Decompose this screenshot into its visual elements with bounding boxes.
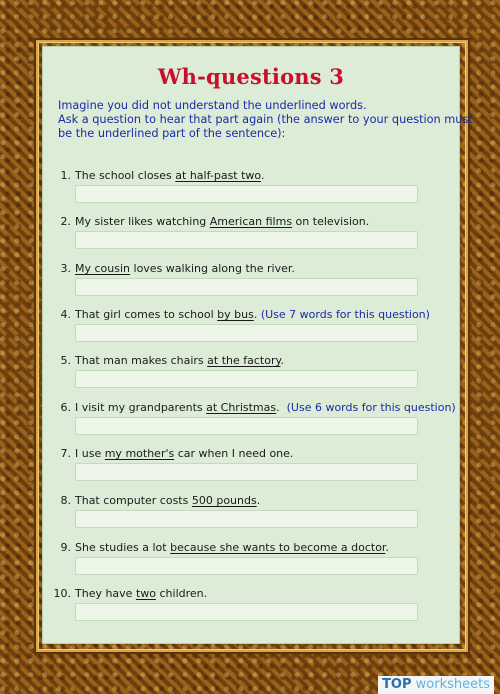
question-text: That man makes chairs at the factory.	[75, 354, 284, 367]
answer-input-9[interactable]	[75, 557, 418, 575]
question-number: 5.	[60, 354, 71, 367]
answer-input-7[interactable]	[75, 463, 418, 481]
question-number: 10.	[53, 587, 71, 600]
question-text: That girl comes to school by bus. (Use 7 words for this question)	[75, 308, 430, 321]
question-1	[43, 169, 459, 209]
answer-input-3[interactable]	[75, 278, 418, 296]
question-note: (Use 6 words for this question)	[279, 401, 456, 414]
answer-input-1[interactable]	[75, 185, 418, 203]
question-number: 3.	[60, 262, 71, 275]
answer-input-5[interactable]	[75, 370, 418, 388]
worksheet-paper	[42, 46, 473, 644]
question-text: My cousin loves walking along the river.	[75, 262, 295, 275]
question-text: My sister likes watching American films on television.	[75, 215, 370, 228]
question-number: 6.	[60, 401, 71, 414]
brand-top: TOP	[382, 677, 412, 692]
question-7	[43, 447, 459, 487]
brand-worksheets: worksheets	[415, 677, 490, 692]
answer-input-2[interactable]	[75, 231, 418, 249]
underlined-part: two	[135, 587, 156, 600]
question-number: 1.	[60, 169, 71, 182]
question-text: She studies a lot because she wants to become a doctor.	[75, 541, 389, 554]
brand-logo[interactable]	[378, 676, 494, 694]
question-5	[43, 354, 459, 394]
question-2	[43, 215, 459, 255]
question-text: I use my mother's car when I need one.	[75, 447, 294, 460]
question-3	[43, 262, 459, 302]
question-10	[43, 587, 459, 627]
instruction-line: Ask a question to hear that part again (the answer to your question must	[58, 113, 473, 126]
question-number: 9.	[60, 541, 71, 554]
question-text: They have two children.	[75, 587, 208, 600]
underlined-part: my mother's	[104, 447, 175, 460]
underlined-part: 500 pounds	[191, 494, 257, 507]
answer-input-8[interactable]	[75, 510, 418, 528]
answer-input-10[interactable]	[75, 603, 418, 621]
question-text: That computer costs 500 pounds.	[75, 494, 261, 507]
underlined-part: at Christmas	[206, 401, 277, 414]
question-6	[43, 401, 459, 441]
question-9	[43, 541, 459, 581]
answer-input-6[interactable]	[75, 417, 418, 435]
underlined-part: at the factory	[207, 354, 281, 367]
underlined-part: by bus	[217, 308, 254, 321]
instructions	[58, 99, 473, 141]
question-number: 7.	[60, 447, 71, 460]
underlined-part: because she wants to become a doctor	[170, 541, 386, 554]
underlined-part: at half-past two	[175, 169, 261, 182]
question-note: (Use 7 words for this question)	[257, 308, 430, 321]
question-number: 2.	[60, 215, 71, 228]
answer-input-4[interactable]	[75, 324, 418, 342]
question-8	[43, 494, 459, 534]
question-text: The school closes at half-past two.	[75, 169, 265, 182]
instruction-line: Imagine you did not understand the underlined words.	[58, 99, 367, 112]
underlined-part: My cousin	[75, 262, 131, 275]
question-number: 8.	[60, 494, 71, 507]
page-title: Wh-questions 3	[157, 64, 345, 89]
underlined-part: American films	[209, 215, 293, 228]
question-text: I visit my grandparents at Christmas. (Use 6 words for this question)	[75, 401, 456, 414]
instruction-line: be the underlined part of the sentence):	[58, 127, 286, 140]
question-4	[43, 308, 459, 348]
question-number: 4.	[60, 308, 71, 321]
